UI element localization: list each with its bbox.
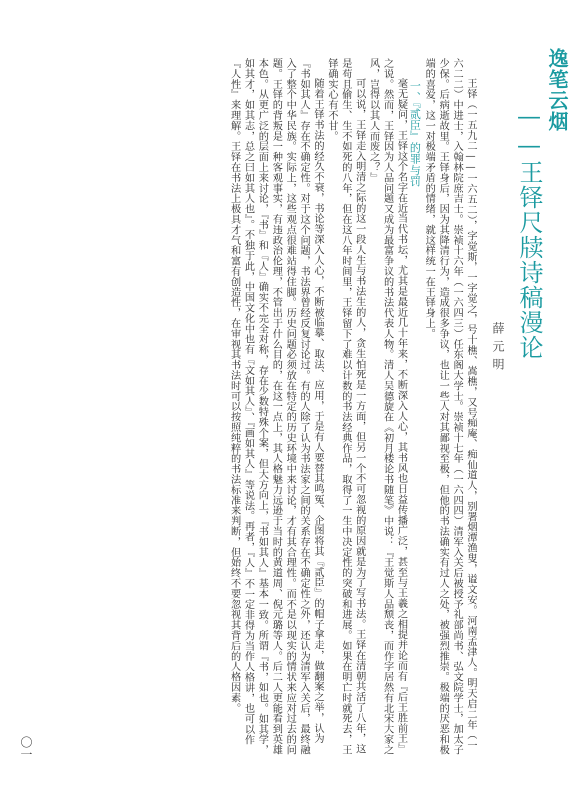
body-paragraph: 可以说，王铎走入明清之际的这一段人生与书法生的人，贪生怕死是一方面，但另一个不可忽视的原因就是为了写书法。王铎在清朝共活了八年，这是苟且偷生、生不如死的八年，但在这八年时间里，王铎留下了难以计数的书法经典作品，取得了一生中决定性的突破和进展。如果在明亡时就死去，王铎确实心有不甘。 bbox=[325, 58, 365, 755]
body-paragraph: 随着王铎书法的经久不衰，书论等深入人心，不断被临摹、取法、应用，于是有人要替其鸣冤、企图将其『贰臣』的帽子拿走，做翻案之举，认为『书如其人』存在不确定性。对于这个问题，书法界曾经反复讨论过。有的人除了认为书法家之间的关系存在不确定性之外，还认为清军入关后，最终融入了整个中华民族。实际上，这些观点很难站得住脚。历史问题必须放在特定的历史环境中来讨论，才有其合理性。而不是以现实的情状来应对过去的问题。王铎的背叛是一种客观事实，有违政治伦理，不管出于什么目的，在这一点上，其人格魅力远逊于当时的黄道周、倪元璐等人。后二人更能看到英雄本色。从更广泛的层面上来讨论，『书』和『人』确实不完全对称，存在少数特殊个案，但大方向上，『书如其人』基本一致。所谓『书，如也。如其学，如其才，如其志，总之曰如其人也』。不独于此，中国文化中也有『文如其人』、『画如其人』等说法。再者，『人』不一定非得为当作人格讲，也可以作『人性』来理解。王铎在书法上极具才气和富有创造性，在审视其书法时可以按照纯粹的书法标准来判断，但始终不要忽视其背后的人格因素。 bbox=[228, 58, 324, 755]
article-body bbox=[47, 58, 477, 758]
series-title: 逸笔云烟 bbox=[545, 48, 569, 132]
section-heading: 一、『贰臣』的罪与罚 bbox=[408, 80, 422, 187]
article-title: ——王铎尺牍诗稿漫论 bbox=[515, 102, 543, 360]
title-block bbox=[517, 48, 567, 360]
body-paragraph: 毫无疑问，王铎这个名字在近当代书坛，尤其是最近几十年来，不断深入人心，其书风也日益传播广泛，甚至与王羲之相提并论而有『后王胜前王』之说。然而，王铎因为人品问题又成为最富争议的书法代表人物。清人吴德旋在《初月楼论书随笔》中说：『王觉斯人品颓丧，而作字居然有北宋大家之风，岂得以其人而废之？』 bbox=[367, 58, 407, 755]
author-name: 薛元明 bbox=[491, 322, 505, 376]
page-number: 〇一 bbox=[19, 736, 33, 760]
intro-paragraph: 王铎（一五九二——一六五二），字觉斯，一字觉之，号十樵、嵩樵，又号痴庵、痴仙道人，别署烟潭渔叟，谥文安。河南孟津人。明天启二年（一六二二）中进士，入翰林院庶吉士。崇祯十六年（一六四三）任东阁大学士。崇祯十七年（一六四四）清军入关后被授予礼部尚书、弘文院学士，加太子少保。后病逝故里。王铎身后，因为其降清行为，造成很多争议，也让一些人对其鄙视至极，但他的书法确实有过人之处，被强烈推崇。极端的厌恶和极端的喜爱，这一对极端矛盾的情绪，就这样统一在王铎身上。 bbox=[423, 58, 476, 755]
